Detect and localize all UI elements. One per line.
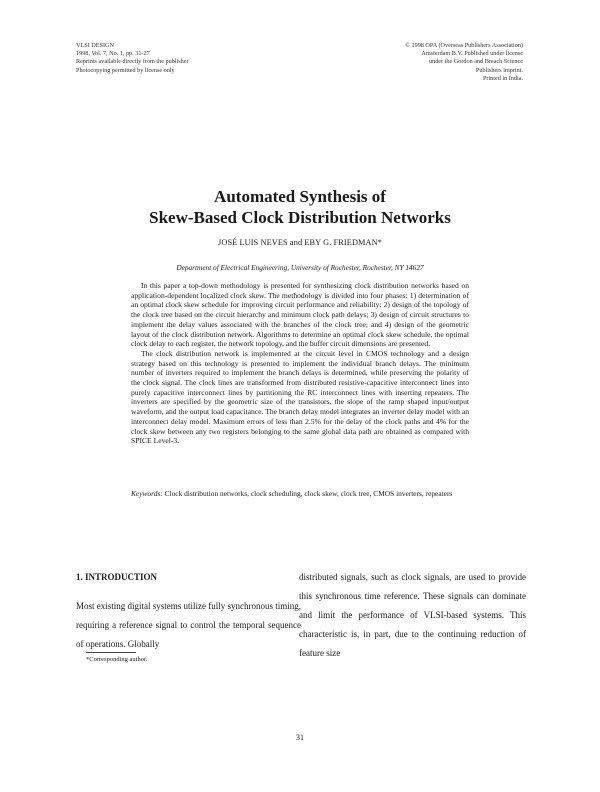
journal-line: Reprints available directly from the publisher	[76, 58, 189, 66]
copyright-line: Amsterdam B.V. Published under license	[421, 50, 523, 58]
abstract	[131, 281, 469, 446]
footnote-rule	[86, 652, 136, 653]
page-number: 31	[296, 733, 304, 742]
affiliation: Department of Electrical Engineering, University of Rochester, Rochester, NY 14627	[176, 263, 424, 272]
left-column	[76, 568, 301, 654]
keywords	[131, 489, 469, 498]
copyright-info	[405, 42, 523, 83]
keywords-label: Keywords:	[131, 489, 163, 498]
authors: JOSÉ LUIS NEVES and EBY G. FRIEDMAN*	[218, 238, 382, 247]
copyright-line: © 1998 OPA (Overseas Publishers Association)	[405, 42, 523, 49]
title-line: Skew-Based Clock Distribution Networks	[149, 208, 451, 227]
intro-paragraph-right: distributed signals, such as clock signals, are used to provide this synchronous time reference. These signals can dominate and limit the performance of VLSI-based systems. This characteristic is, in part, due to the continuing reduction of feature size	[299, 572, 526, 658]
journal-line: Photocopying permitted by license only	[76, 66, 175, 74]
copyright-line: Publishers imprint.	[475, 66, 523, 74]
abstract-paragraph: The clock distribution network is implemented at the circuit level in CMOS technology and a design strategy based on this technology is presented to implement the individual branch delays. The minimum number of inverters required to implement the branch delays is determined, while preserving the polarity of the clock signal. The clock lines are transformed from distributed resistive-capacitive interconnect lines into purely capacitive interconnect lines by partitioning the RC interconnect lines with inserting repeaters. The inverters are specified by the geometric size of the transistors, the slope of the ramp shaped input/output waveform, and the output load capacitance. The branch delay model integrates an inverter delay model with an interconnect delay model. Maximum errors of less than 2.5% for the delay of the clock paths and 4% for the clock skew between any two registers belonging to the same global data path are obtained as compared with SPICE Level-3.	[131, 348, 469, 446]
journal-info	[76, 42, 189, 75]
paper-title	[0, 186, 600, 228]
journal-line: VLSI DESIGN	[76, 42, 114, 49]
copyright-line: under the Gordon and Breach Science	[429, 58, 523, 66]
intro-paragraph-left: Most existing digital systems utilize fully synchronous timing, requiring a reference signal to control the temporal sequence of operations. Globally	[76, 601, 301, 649]
footnote: *Corresponding author.	[86, 656, 148, 663]
copyright-line: Printed in India.	[482, 74, 523, 82]
right-column	[299, 568, 526, 663]
journal-line: 1998, Vol. 7, No. 1, pp. 31-27	[76, 50, 150, 58]
title-line: Automated Synthesis of	[214, 187, 386, 206]
abstract-paragraph: In this paper a top-down methodology is presented for synthesizing clock distribution networks based on application-dependent localized clock skew. The methodology is divided into four phases: 1) determination of an optimal clock skew schedule for improving circuit performance and reliability; 2) design of the topology of the clock tree based on the circuit hierarchy and minimum clock path delays; 3) design of circuit structures to implement the delay values associated with the branches of the clock tree; and 4) design of the geometric layout of the clock distribution network. Algorithms to determine an optimal clock skew schedule, the optimal clock delay to each register, the network topology, and the buffer circuit dimensions are presented.	[131, 281, 469, 349]
section-heading: 1. INTRODUCTION	[76, 572, 158, 582]
keywords-text: Clock distribution networks, clock scheduling, clock skew, clock tree, CMOS inverters, repeaters	[164, 489, 453, 498]
